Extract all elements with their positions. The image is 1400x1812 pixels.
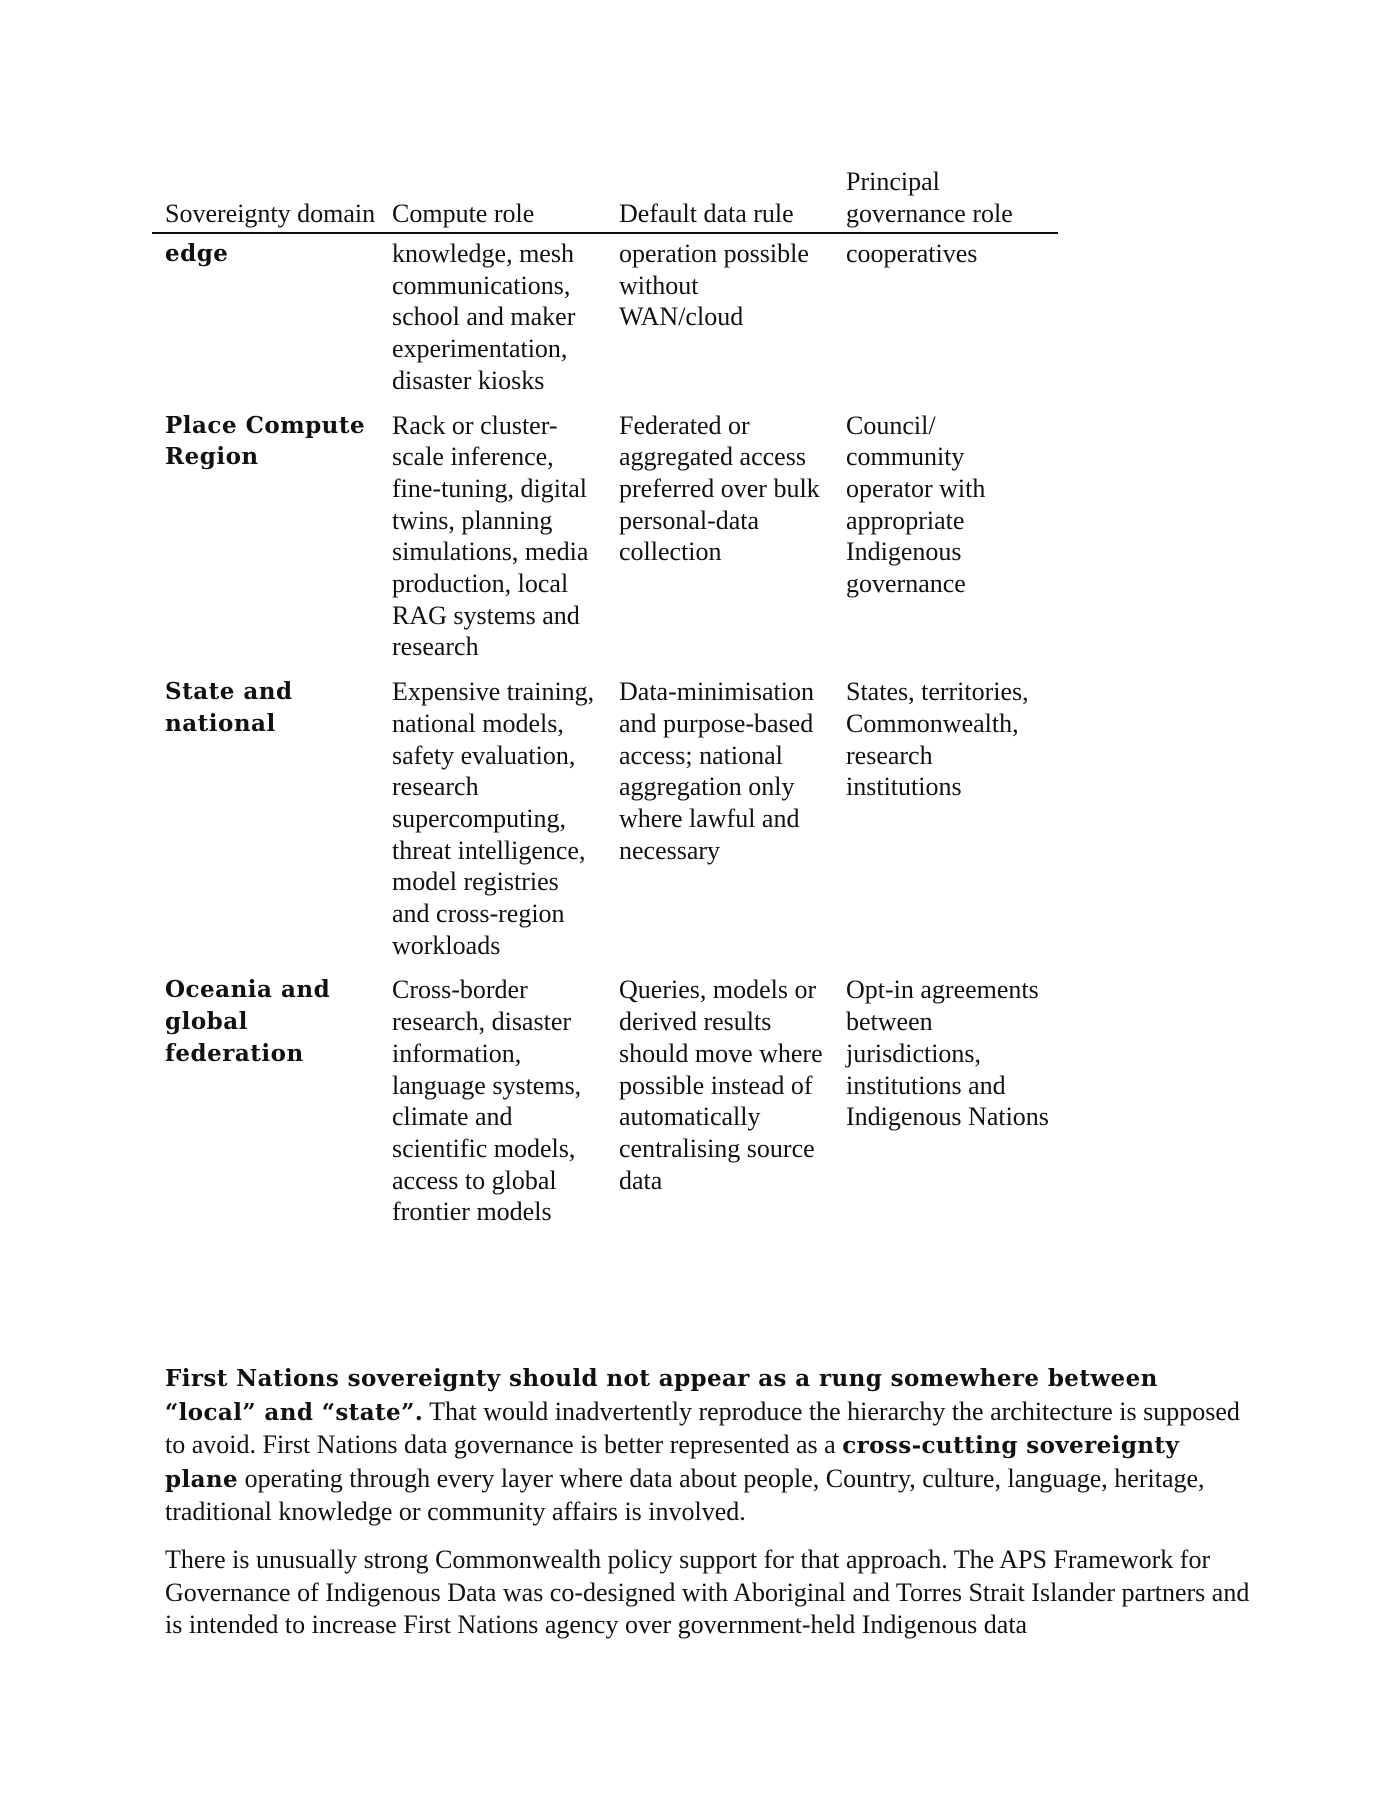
domain-cell: Place Compute Region <box>165 411 366 471</box>
commonwealth-policy-paragraph: There is unusually strong Commonwealth policy support for that approach. The APS Framework for Governance of Indigenous Data was co-designed with Aboriginal and Torres Strait Islander partners and is intended to increase First Nations agency over government-held Indigenous data <box>165 1545 1250 1639</box>
data-rule-cell: Data-minimisation and purpose-based access; national aggregation only where lawful and necessary <box>619 677 814 865</box>
governance-role-cell: States, territories, Commonwealth, research institutions <box>846 677 1029 802</box>
governance-role-cell: Opt-in agreements between jurisdictions, institutions and Indigenous Nations <box>846 975 1049 1132</box>
compute-role-cell: knowledge, mesh communications, school and maker experimentation, disaster kiosks <box>392 239 576 395</box>
table-header-row <box>152 166 1058 233</box>
header-default-data-rule: Default data rule <box>606 166 833 233</box>
paragraph-bold-lead: First Nations sovereignty should not appear as a rung somewhere between “local” and “state”. <box>165 1365 1158 1426</box>
paragraph-text: operating through every layer where data about people, Country, culture, language, heritage, traditional knowledge or community affairs is involved. <box>165 1463 1205 1526</box>
table-row <box>152 672 1058 970</box>
table-row <box>152 406 1058 673</box>
header-principal-governance-role: Principal governance role <box>833 166 1058 233</box>
header-compute-role: Compute role <box>379 166 606 233</box>
sovereignty-plane-paragraph <box>165 1362 1255 1529</box>
data-rule-cell: Federated or aggregated access preferred over bulk personal-data collection <box>619 410 820 567</box>
compute-role-cell: Rack or cluster-scale inference, fine-tuning, digital twins, planning simulations, media production, local RAG systems and research <box>392 410 589 662</box>
domain-cell: State and national <box>165 678 293 737</box>
domain-cell: Oceania and global federation <box>165 976 331 1067</box>
domain-cell: edge <box>165 240 229 267</box>
table-row <box>152 970 1058 1237</box>
paragraph-text: That would inadvertently reproduce the hierarchy the architecture is supposed to avoid. First Nations data governance is better represented as a <box>165 1396 1240 1459</box>
paragraph-bold-term: cross-cutting sovereignty plane <box>165 1432 1180 1493</box>
table-row <box>152 233 1058 406</box>
governance-role-cell: Council/ community operator with appropriate Indigenous governance <box>846 410 986 599</box>
header-sovereignty-domain: Sovereignty domain <box>152 166 379 233</box>
data-rule-cell: operation possible without WAN/cloud <box>619 239 809 332</box>
data-rule-cell: Queries, models or derived results should move where possible instead of automatically centralising source data <box>619 975 823 1195</box>
compute-role-cell: Expensive training, national models, safety evaluation, research supercomputing, threat intelligence, model registries and cross-region workloads <box>392 677 595 960</box>
sovereignty-table <box>152 166 1058 1237</box>
governance-role-cell: cooperatives <box>846 239 978 268</box>
compute-role-cell: Cross-border research, disaster information, language systems, climate and scientific models, access to global frontier models <box>392 975 582 1227</box>
